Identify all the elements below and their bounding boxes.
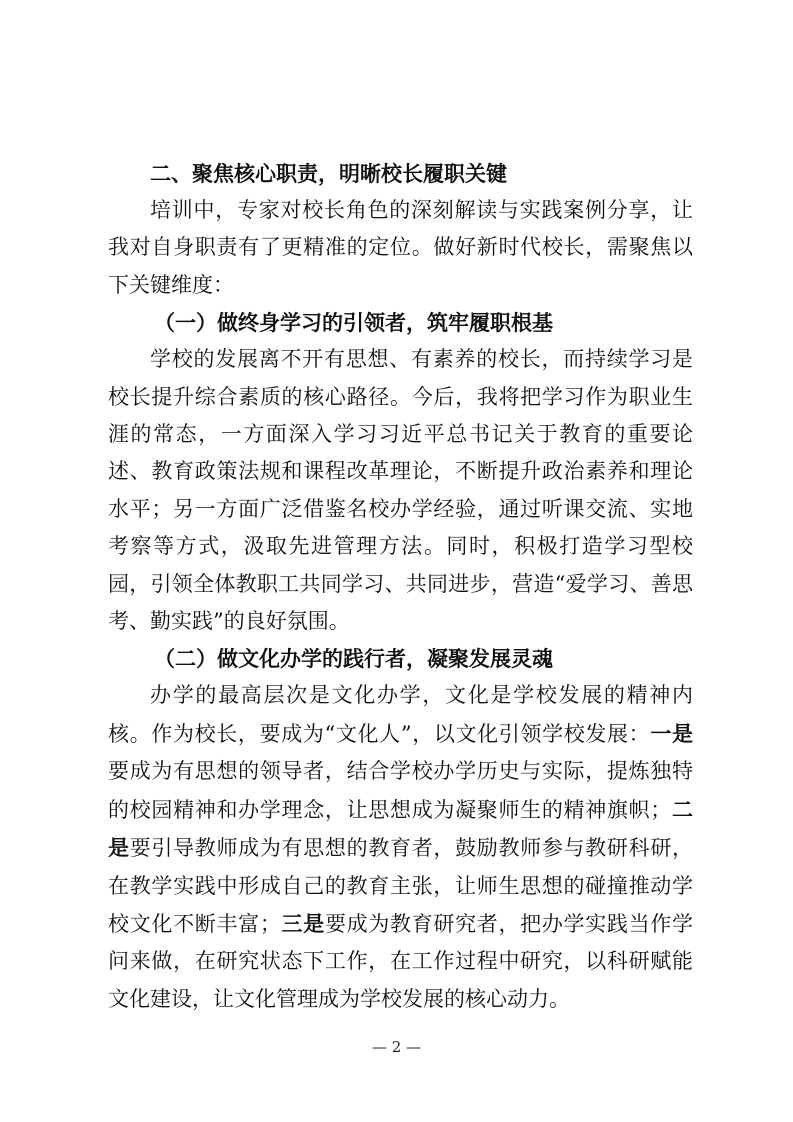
point-two-marker: 二是	[108, 796, 694, 861]
page-number: — 2 —	[371, 1038, 422, 1056]
point-three-marker: 三是	[280, 910, 325, 936]
paragraph-text-d: 要成为教育研究者，把办学实践当作学问来做，在研究状态下工作，在工作过程中研究，以科研赋能文化建设，让文化管理成为学校发展的核心动力。	[108, 911, 694, 1011]
subsection-1-paragraph: 学校的发展离不开有思想、有素养的校长，而持续学习是校长提升综合素质的核心路径。今后，我将把学习作为职业生涯的常态，一方面深入学习习近平总书记关于教育的重要论述、教育政策法规和课程改革理论，不断提升政治素养和理论水平；另一方面广泛借鉴名校办学经验，通过听课交流、实地考察等方式，汲取先进管理方法。同时，积极打造学习型校园，引领全体教职工共同学习、共同进步，营造“爱学习、善思考、勤实践”的良好氛围。	[108, 347, 693, 634]
subsection-2-heading: （二）做文化办学的践行者，凝聚发展灵魂	[154, 646, 553, 672]
paragraph-text-a: 办学的最高层次是文化办学，文化是学校发展的精神内核。作为校长，要成为“文化人”，以文化引领学校发展：	[108, 683, 693, 746]
section-heading: 二、聚焦核心职责，明晰校长履职关键	[150, 161, 507, 186]
paragraph-text-b: 要成为有思想的领导者，结合学校办学历史与实际，提炼独特的校园精神和办学理念，让思想成为凝聚师生的精神旗帜；	[108, 759, 693, 822]
document-page	[108, 155, 693, 1018]
intro-paragraph: 培训中，专家对校长角色的深刻解读与实践案例分享，让我对自身职责有了更精准的定位。做好新时代校长，需聚焦以下关键维度：	[108, 198, 693, 297]
subsection-2-paragraph	[108, 677, 693, 1018]
subsection-1-heading: （一）做终身学习的引领者，筑牢履职根基	[154, 310, 553, 336]
paragraph-text-c: 要引导教师成为有思想的教育者，鼓励教师参与教研科研，在教学实践中形成自己的教育主张，让师生思想的碰撞推动学校文化不断丰富；	[108, 836, 694, 936]
point-one-marker: 一是	[650, 720, 693, 746]
